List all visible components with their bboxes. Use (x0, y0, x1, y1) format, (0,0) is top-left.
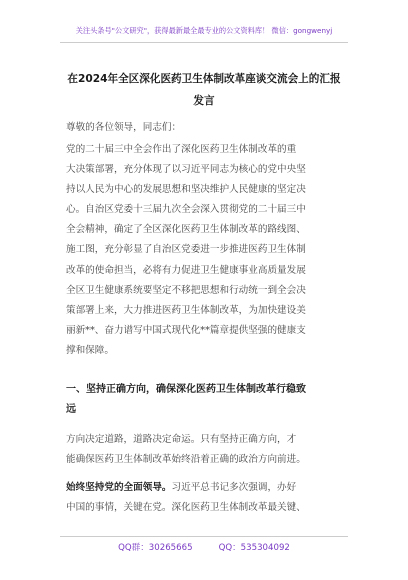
paragraph-3 (66, 478, 344, 518)
paragraph-line: 持以人民为中心的发展思想和坚决维护人民健康的坚定决 (66, 184, 306, 196)
section-heading-line-2: 远 (66, 404, 76, 415)
salutation: 尊敬的各位领导，同志们： (66, 122, 182, 133)
title-line-2: 发言 (193, 95, 215, 107)
paragraph-line: 施工图，充分彰显了自治区党委进一步推进医药卫生体制 (66, 244, 306, 256)
paragraph-line: 党的二十届三中全会作出了深化医药卫生体制改革的重 (66, 144, 297, 155)
paragraph-line (66, 478, 344, 498)
paragraph-lead: 始终坚持党的全面领导。 (66, 482, 172, 493)
paragraph-line: 心。自治区党委十三届九次全会深入贯彻党的二十届三中 (66, 204, 306, 216)
header-banner: 关注头条号"公文研究"，获得最新最全最专业的公文资料库！ 微信：gongwenyj (75, 26, 333, 35)
section-1-heading (66, 380, 346, 420)
paragraph-line: 全区卫生健康系统要坚定不移把思想和行动统一到全会决 (66, 284, 306, 296)
paragraph-line: 能确保医药卫生体制改革始终沿着正确的政治方向前进。 (66, 454, 306, 466)
paragraph-2 (66, 430, 344, 470)
paragraph-1 (66, 140, 344, 361)
paragraph-line: 丽新**、奋力谱写中国式现代化**篇章提供坚强的健康支 (66, 324, 306, 336)
title-line-1: 在2024年全区深化医药卫生体制改革座谈交流会上的汇报 (67, 73, 341, 85)
footer-qq-group: QQ群：30265665 (118, 543, 193, 553)
header-divider (60, 42, 348, 43)
document-title (58, 68, 350, 112)
section-heading-line-1: 一、坚持正确方向，确保深化医药卫生体制改革行稳致 (66, 384, 306, 395)
paragraph-line: 全会精神，确定了全区深化医药卫生体制改革的路线图、 (66, 224, 306, 236)
paragraph-line: 大决策部署，充分体现了以习近平同志为核心的党中央坚 (66, 164, 306, 176)
paragraph-line: 策部署上来，大力推进医药卫生体制改革，为加快建设美 (66, 304, 306, 316)
footer-divider (60, 536, 348, 537)
footer (0, 541, 408, 553)
paragraph-line: 方向决定道路，道路决定命运。只有坚持正确方向，才 (66, 434, 297, 445)
paragraph-line: 改革的使命担当，必将有力促进卫生健康事业高质量发展 (66, 264, 306, 276)
paragraph-text: 习近平总书记多次强调，办好 (171, 482, 297, 493)
paragraph-line: 撑和保障。 (66, 344, 114, 356)
paragraph-line: 中国的事情，关键在党。深化医药卫生体制改革最关键、 (66, 502, 306, 514)
footer-qq: QQ：535304092 (218, 543, 290, 553)
